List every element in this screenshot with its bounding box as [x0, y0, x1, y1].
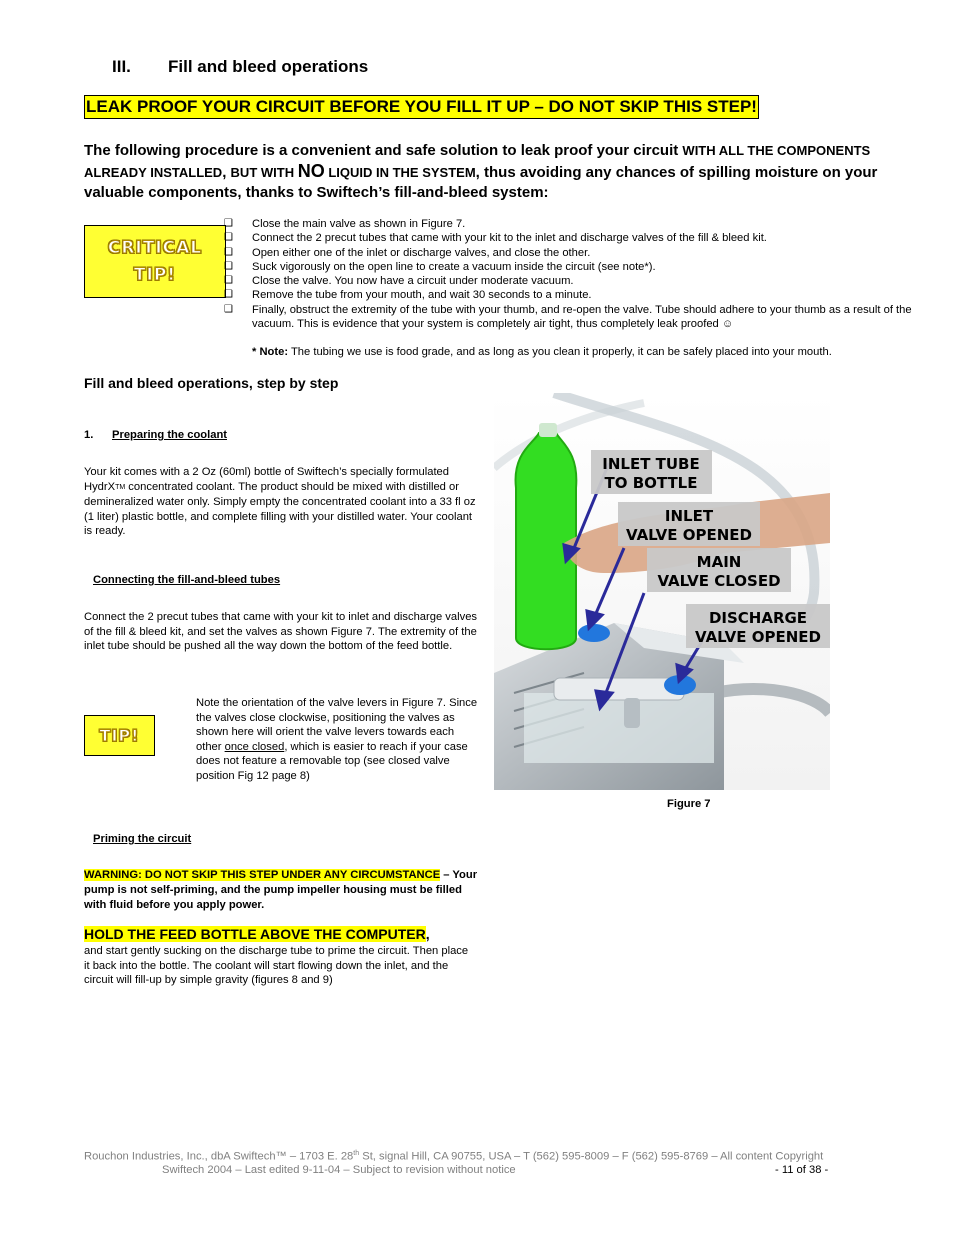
label-inlet-valve-line2: VALVE OPENED	[625, 526, 753, 544]
checkbox-icon: ❑	[224, 218, 233, 229]
fill-bleed-kit-shape	[524, 693, 714, 763]
label-discharge-valve-line1: DISCHARGE	[708, 609, 808, 627]
checklist-text: Connect the 2 precut tubes that came with your kit to the inlet and discharge valves of the fill & bleed kit.	[252, 232, 767, 245]
section-title: Fill and bleed operations	[168, 57, 369, 76]
leak-test-checklist	[224, 217, 914, 331]
checklist-text: Suck vigorously on the open line to create a vacuum inside the circuit (see note*).	[252, 260, 656, 273]
footer-line-1	[84, 1150, 914, 1163]
page-number: - 11 of 38 -	[775, 1164, 829, 1176]
section-number: III.	[112, 57, 131, 76]
warning-text: – Your pump is not self-priming, and the pump impeller housing must be filled with fluid before you apply power.	[84, 869, 478, 911]
figure-7-photo	[494, 393, 830, 790]
main-valve-body	[624, 698, 640, 728]
note-text: The tubing we use is food grade, and as long as you clean it properly, it can be safely placed into your mouth.	[288, 346, 832, 358]
checklist-item	[224, 274, 914, 288]
bottle-cap-shape	[539, 423, 557, 437]
intro-text: ,	[222, 164, 231, 181]
hold-comma: ,	[425, 926, 430, 942]
checkbox-icon: ❑	[224, 303, 233, 315]
warning-banner: LEAK PROOF YOUR CIRCUIT BEFORE YOU FILL IT UP – DO NOT SKIP THIS STEP!	[84, 95, 759, 119]
intro-caps: LIQUID IN THE SYSTEM	[324, 165, 476, 180]
critical-tip-line2: TIP!	[133, 264, 177, 285]
intro-text: , thus avoiding any chances of spilling moisture on your valuable components, thanks to Swiftech’s fill-and-bleed system:	[84, 164, 878, 201]
priming-warning	[84, 868, 484, 913]
coolant-text: Your kit comes with a 2 Oz (60ml) bottle of Swiftech’s specially formulated HydrX	[84, 466, 449, 493]
footer-line-2: Swiftech 2004 – Last edited 9-11-04 – Subject to revision without notice	[162, 1164, 516, 1176]
hold-bottle-instruction	[84, 926, 430, 942]
checklist-text: Close the valve. You now have a circuit under moderate vacuum.	[252, 275, 574, 288]
connecting-heading: Connecting the fill-and-bleed tubes	[93, 574, 281, 586]
tip-text: Note the orientation of the valve levers in Figure 7. Since the valves close clockwise, positioning the valves as shown here will orient the valve levers towards each other	[196, 697, 478, 753]
coolant-bottle-shape	[516, 433, 577, 649]
critical-tip-line1: CRITICAL	[107, 237, 203, 258]
valve-orientation-paragraph	[196, 696, 479, 784]
fill-bleed-illustration	[494, 393, 830, 790]
tip-underline: once closed	[224, 740, 285, 753]
coolant-paragraph	[84, 465, 479, 539]
checklist-item	[224, 288, 914, 302]
checklist-text: Close the main valve as shown in Figure 7.	[252, 218, 466, 230]
label-inlet-valve-line1: INLET	[664, 507, 714, 525]
tip-badge: TIP!	[84, 715, 155, 756]
step-number: 1.	[84, 429, 94, 441]
checklist-item	[224, 217, 914, 231]
figure-caption: Figure 7	[667, 798, 711, 810]
checkbox-icon: ❑	[224, 246, 233, 258]
checkbox-icon: ❑	[224, 260, 233, 272]
checkbox-icon: ❑	[224, 275, 233, 287]
food-grade-note	[252, 346, 912, 358]
checklist-item	[224, 246, 914, 260]
tip-text: , which is easier to reach if your case does not feature a removable top (see closed valve position Fig 12 page 8)	[196, 740, 468, 782]
checkbox-icon: ❑	[224, 232, 233, 244]
label-inlet-tube-line2: TO BOTTLE	[604, 474, 698, 492]
warning-highlight: WARNING: DO NOT SKIP THIS STEP UNDER ANY CIRCUMSTANCE	[84, 869, 441, 881]
label-main-valve-line2: VALVE CLOSED	[657, 572, 781, 590]
intro-caps: WITH ALL THE COMPONENTS ALREADY INSTALLED	[84, 143, 871, 180]
footer-superscript: th	[353, 1150, 360, 1157]
checklist-text: Remove the tube from your mouth, and wait 30 seconds to a minute.	[252, 289, 592, 302]
coolant-text: concentrated coolant. The product should be mixed with distilled or demineralized water only. Simply empty the concentrated coolant into a 33 fl oz (1 liter) plastic bottle, and complete filling with your distilled water. Your coolant is ready.	[84, 480, 476, 538]
label-main-valve-line1: MAIN	[696, 553, 742, 571]
intro-no: NO	[297, 161, 325, 181]
connecting-paragraph: Connect the 2 precut tubes that came with your kit to inlet and discharge valves of the fill & bleed kit, and set the valves as shown Figure 7. The extremity of the inlet tube should be pushed all the way down the bottom of the feed bottle.	[84, 611, 478, 653]
trademark: TM	[115, 483, 126, 491]
intro-caps: BUT WITH	[230, 165, 298, 180]
checklist-text: Open either one of the inlet or discharge valves, and close the other.	[252, 246, 591, 259]
footer-text: St, signal Hill, CA 90755, USA – T (562) 595-8009 – F (562) 595-8769 – All content Copyright	[359, 1150, 824, 1163]
footer-text: Rouchon Industries, Inc., dbA Swiftech™ – 1703 E. 28	[84, 1150, 354, 1163]
manifold-shape	[554, 678, 684, 700]
note-label: * Note:	[252, 346, 289, 358]
priming-paragraph: and start gently sucking on the discharge tube to prime the circuit. Then place it back into the bottle. The coolant will start flowing down the inlet, and the circuit will fill-up by simple gravity (figures 8 and 9)	[84, 945, 469, 987]
subheading: Fill and bleed operations, step by step	[84, 375, 339, 391]
checklist-item	[224, 303, 914, 332]
checklist-item	[224, 260, 914, 274]
intro-text: The following procedure is a convenient and safe solution to leak proof your circuit	[84, 142, 683, 159]
checklist-text: Finally, obstruct the extremity of the tube with your thumb, and re-open the valve. Tube should adhere to your thumb as a result of the vacuum. This is evidence that your system is completely air tight, thus completely leak proofed ☺	[252, 303, 912, 331]
intro-paragraph	[84, 141, 914, 203]
checkbox-icon: ❑	[224, 289, 233, 301]
checklist-item	[224, 231, 914, 245]
step-title-preparing-coolant: Preparing the coolant	[112, 429, 227, 441]
critical-tip-badge	[84, 225, 226, 298]
label-inlet-tube-line1: INLET TUBE	[602, 455, 700, 473]
priming-heading: Priming the circuit	[93, 833, 192, 845]
inlet-valve-lever	[578, 624, 610, 642]
hold-highlight: HOLD THE FEED BOTTLE ABOVE THE COMPUTER	[84, 926, 426, 942]
label-discharge-valve-line2: VALVE OPENED	[694, 628, 822, 646]
